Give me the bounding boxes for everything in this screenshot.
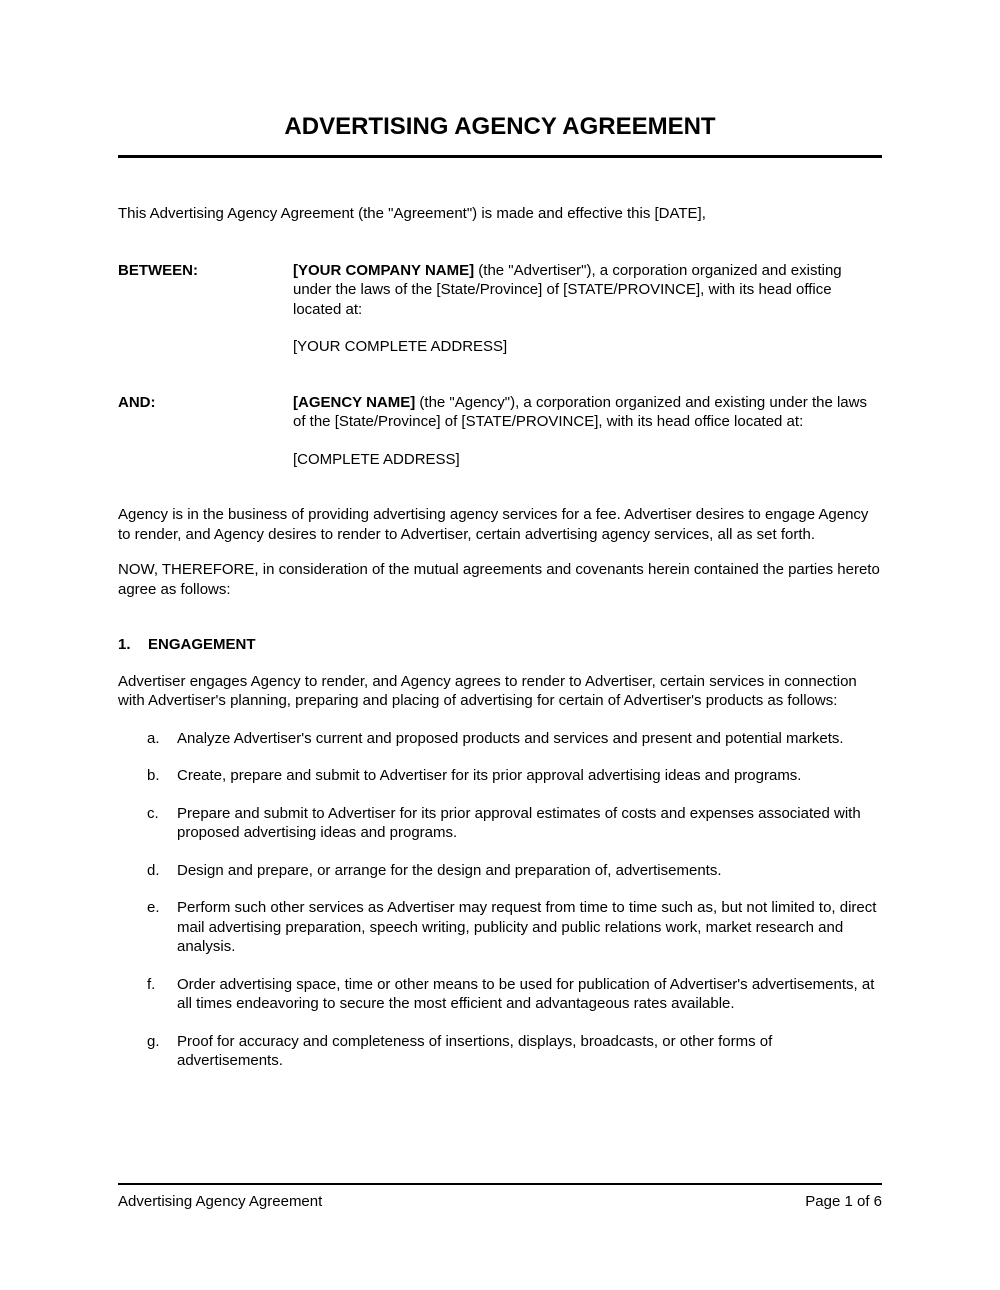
recital-paragraph-2: NOW, THEREFORE, in consideration of the mutual agreements and covenants herein contained the parties hereto agree as follows: — [118, 561, 880, 598]
party-and-text — [293, 393, 882, 432]
party-and-row — [118, 393, 882, 432]
list-item-letter: d. — [147, 861, 160, 879]
list-item-text: Design and prepare, or arrange for the design and preparation of, advertisements. — [177, 861, 722, 879]
agency-address-placeholder: [COMPLETE ADDRESS] — [293, 450, 460, 468]
document-title: ADVERTISING AGENCY AGREEMENT — [284, 113, 716, 140]
advertiser-address-placeholder: [YOUR COMPLETE ADDRESS] — [293, 338, 508, 355]
list-item-letter: c. — [147, 804, 159, 822]
party-between-text — [293, 261, 882, 320]
section-1-item-list — [118, 729, 882, 1071]
footer-document-title: Advertising Agency Agreement — [118, 1193, 323, 1210]
section-1-body: Advertiser engages Agency to render, and Agency agrees to render to Advertiser, certain services in connection with Advertiser's planning, preparing and placing of advertising for certain of Advertiser's products as follows: — [118, 672, 857, 709]
footer-page-number: Page 1 of 6 — [805, 1193, 882, 1210]
list-item-text: Prepare and submit to Advertiser for its prior approval estimates of costs and expenses associated with proposed advertising ideas and programs. — [177, 804, 861, 841]
list-item — [147, 804, 882, 843]
party-between-row — [118, 261, 882, 320]
list-item-letter: a. — [147, 729, 160, 747]
list-item — [147, 898, 882, 957]
section-1-title: ENGAGEMENT — [148, 636, 256, 653]
party-and-description: (the "Agency"), a corporation organized and existing under the laws of the [State/Province] of [STATE/PROVINCE], with its head office located at: — [293, 393, 867, 430]
section-1-heading — [118, 635, 882, 655]
list-item — [147, 1032, 882, 1071]
list-item-text: Create, prepare and submit to Advertiser for its prior approval advertising ideas and programs. — [177, 767, 802, 784]
list-item-letter: g. — [147, 1032, 160, 1050]
list-item — [147, 766, 882, 786]
list-item-text: Analyze Advertiser's current and proposed products and services and present and potential markets. — [177, 729, 844, 747]
party-and-label: AND: — [118, 393, 156, 411]
list-item — [147, 861, 882, 881]
list-item-letter: b. — [147, 767, 160, 784]
list-item — [147, 975, 882, 1014]
list-item-text: Order advertising space, time or other means to be used for publication of Advertiser's advertisements, at all times endeavoring to secure the most efficient and advantageous rates available. — [177, 975, 875, 1012]
list-item — [147, 729, 882, 749]
recital-paragraph-1: Agency is in the business of providing advertising agency services for a fee. Advertiser desires to engage Agency to render, and Agency desires to render to Advertiser, certain advertising agency services, all as set forth. — [118, 506, 869, 543]
party-between-label: BETWEEN: — [118, 261, 198, 279]
list-item-text: Perform such other services as Advertiser may request from time to time such as, but not limited to, direct mail advertising preparation, speech writing, publicity and public relations work, market research and analysis. — [177, 899, 877, 955]
list-item-letter: e. — [147, 899, 160, 916]
section-1-number: 1. — [118, 636, 131, 653]
agency-name-placeholder: [AGENCY NAME] — [293, 393, 416, 411]
party-between-description: (the "Advertiser"), a corporation organized and existing under the laws of the [State/Province] of [STATE/PROVINCE], with its head office located at: — [293, 261, 842, 318]
advertiser-name-placeholder: [YOUR COMPANY NAME] — [293, 261, 475, 279]
list-item-text: Proof for accuracy and completeness of insertions, displays, broadcasts, or other forms of advertisements. — [177, 1032, 773, 1069]
title-divider — [118, 155, 882, 158]
list-item-letter: f. — [147, 975, 156, 993]
page-footer — [118, 1183, 882, 1212]
intro-paragraph: This Advertising Agency Agreement (the "Agreement") is made and effective this [DATE], — [118, 205, 706, 222]
